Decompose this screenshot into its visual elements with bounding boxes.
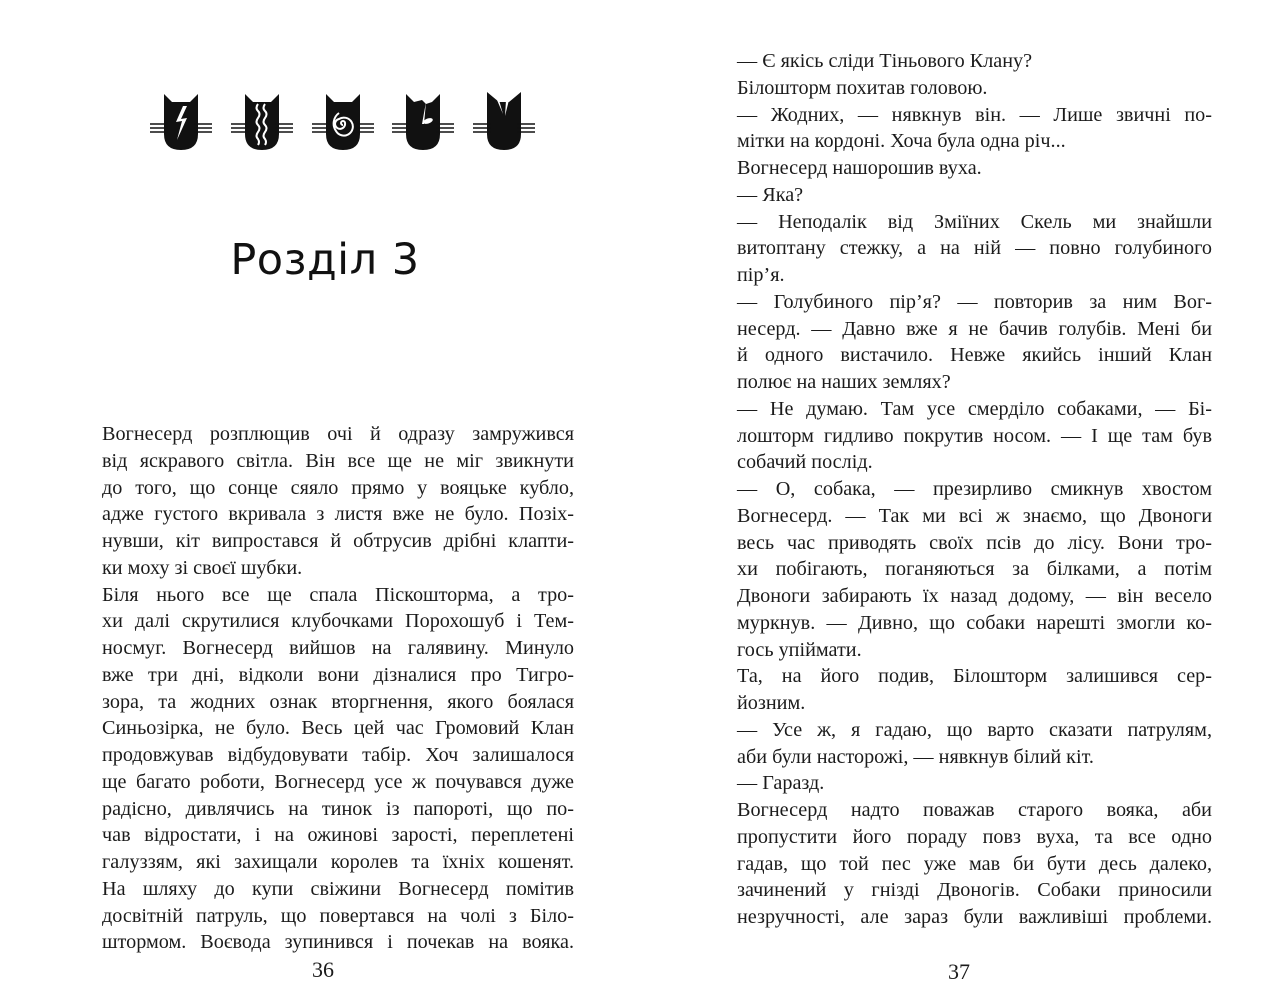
riverclan-waves-icon [231, 88, 293, 154]
right-page [633, 0, 1267, 999]
text-line: йозним. [737, 692, 806, 714]
shadowclan-icon [392, 88, 454, 154]
starclan-icon [473, 88, 535, 154]
text-line: зачинений у гнізді Двоногів. Собаки приносили [737, 879, 1212, 902]
text-line: собачий послід. [737, 451, 873, 474]
text-line: витоптану стежку, а на ній — повно голубиного [737, 237, 1212, 260]
text-line: штормом. Воєвода зупинився і почекав на вояка. [102, 931, 574, 954]
left-page-body [80, 421, 574, 956]
text-line: ще багато роботи, Вогнесерд усе ж почувався дуже [102, 770, 574, 793]
text-line: Вогнесерд надто поважав старого вояка, аби [737, 799, 1212, 821]
text-line: полює на наших землях? [737, 371, 951, 393]
paragraph [715, 182, 1212, 209]
paragraph [715, 102, 1212, 156]
text-line: продовжував відбудовувати табір. Хоч залишалося [102, 744, 574, 766]
left-page [0, 0, 633, 999]
text-line: досвітній патруль, що повертався на чолі з Біло- [102, 904, 574, 927]
text-line: зора, та жодних ознак вторгнення, якого боялася [102, 690, 574, 713]
text-line: хи побігають, поганяються за білками, а потім [737, 558, 1212, 581]
text-line: ки моху зі своєї шубки. [102, 556, 303, 579]
page-number: 36 [312, 957, 334, 982]
paragraph [80, 876, 574, 956]
paragraph [715, 155, 1212, 182]
paragraph [715, 75, 1212, 102]
text-line: — Не думаю. Там усе смерділо собаками, — Бі- [737, 397, 1212, 420]
paragraph [715, 396, 1212, 476]
text-line: аби були насторожі, — нявкнув білий кіт. [737, 745, 1094, 768]
text-line: незручності, але зараз були важливіші проблеми. [737, 906, 1212, 928]
text-line: до того, що сонце сяяло прямо у вояцьке кубло, [102, 476, 574, 499]
text-line: — Є якісь сліди Тіньового Клану? [737, 50, 1033, 72]
text-line: Біля нього все ще спала Піскошторма, а тро- [102, 583, 574, 606]
text-line: вже три дні, відколи вони дізналися про Тигро- [102, 663, 574, 686]
paragraph [715, 48, 1212, 75]
text-line: чав відростати, і на ожинові зарості, переплетені [102, 824, 574, 847]
windclan-spiral-icon [312, 88, 374, 154]
clan-icons-row [150, 88, 535, 158]
text-line: На шляху до купи свіжини Вогнесерд помітив [102, 877, 574, 900]
text-line: — Усе ж, я гадаю, що варто сказати патрулям, [737, 718, 1212, 741]
text-line: радісно, дивлячись на тинок із папороті, що по- [102, 797, 574, 820]
paragraph [80, 421, 574, 582]
text-line: адже густого вкривала з листя вже не було. Позіх- [102, 503, 574, 526]
chapter-title: Розділ 3 [230, 234, 420, 285]
paragraph [715, 209, 1212, 289]
text-line: пір’я. [737, 264, 785, 286]
text-line: Білошторм похитав головою. [737, 76, 988, 99]
text-line: — Жодних, — нявкнув він. — Лише звичні по- [737, 103, 1212, 126]
text-line: несерд. — Давно вже я не бачив голубів. Мені би [737, 317, 1212, 340]
text-line: — Гаразд. [737, 772, 825, 795]
page-number: 37 [948, 959, 970, 984]
thunderclan-lightning-icon [150, 88, 212, 154]
right-page-body [715, 48, 1212, 931]
text-line: носмуг. Вогнесерд вийшов на галявину. Минуло [102, 637, 574, 659]
text-line: хи далі скрутилися клубочками Порохошуб і Тем- [102, 610, 574, 633]
paragraph [715, 717, 1212, 771]
paragraph [715, 770, 1212, 797]
text-line: — Яка? [737, 183, 804, 206]
text-line: лошторм гидливо покрутив носом. — І ще там був [737, 424, 1212, 447]
paragraph [715, 663, 1212, 717]
paragraph [715, 797, 1212, 931]
text-line: Вогнесерд. — Так ми всі ж знаємо, що Двоноги [737, 504, 1212, 527]
text-line: гось упіймати. [737, 638, 862, 661]
text-line: й одного вистачило. Невже якийсь інший Клан [737, 344, 1212, 367]
paragraph [715, 289, 1212, 396]
text-line: Синьозірка, не було. Весь цей час Громовий Клан [102, 717, 574, 740]
text-line: нувши, кіт випростався й обтрусив дрібні клапти- [102, 530, 574, 552]
text-line: весь час приводять своїх псів до лісу. Вони тро- [737, 531, 1212, 554]
text-line: — Голубиного пір’я? — повторив за ним Вог- [737, 290, 1212, 313]
text-line: Двоноги забирають їх назад додому, — він весело [737, 585, 1212, 607]
paragraph [80, 582, 574, 876]
text-line: гадав, що той пес уже мав би бути десь далеко, [737, 852, 1212, 875]
text-line: галуззям, які захищали королев та їхніх кошенят. [102, 851, 574, 873]
paragraph [715, 476, 1212, 663]
text-line: Вогнесерд розплющив очі й одразу замружився [102, 423, 574, 445]
text-line: Та, на його подив, Білошторм залишився сер- [737, 665, 1212, 688]
text-line: муркнув. — Дивно, що собаки нарешті змогли ко- [737, 611, 1212, 634]
text-line: Вогнесерд нашорошив вуха. [737, 157, 982, 179]
text-line: пропустити його пораду повз вуха, та все одно [737, 825, 1212, 848]
text-line: — О, собака, — презирливо смикнув хвостом [737, 478, 1212, 500]
text-line: — Неподалік від Зміїних Скель ми знайшли [737, 210, 1212, 233]
text-line: від яскравого світла. Він все ще не міг звикнути [102, 449, 574, 472]
text-line: мітки на кордоні. Хоча була одна річ... [737, 130, 1066, 153]
